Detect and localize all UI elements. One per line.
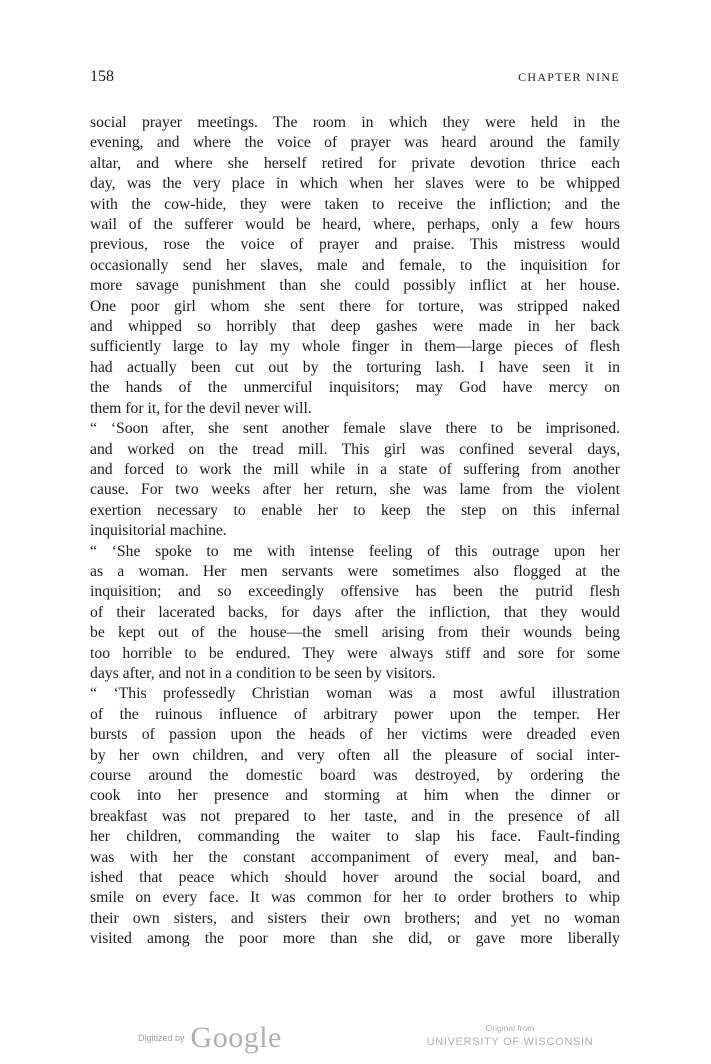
text-line: too horrible to be endured. They were always stiff and sore for some <box>90 644 620 662</box>
text-line: inquisition; and so exceedingly offensive has been the putrid flesh <box>90 583 620 601</box>
original-from-label: Original from <box>485 1023 535 1033</box>
text-line: of the ruinous influence of arbitrary power upon the temper. Her <box>90 705 620 723</box>
text-line: of their lacerated backs, for days after the infliction, that they would <box>90 603 620 621</box>
text-line: cause. For two weeks after her return, she was lame from the violent <box>90 481 620 499</box>
digitized-by-watermark <box>138 1020 298 1056</box>
text-line: had actually been cut out by the torturing lash. I have seen it in <box>90 358 620 376</box>
text-line: by her own children, and very often all the pleasure of social inter- <box>90 746 620 764</box>
text-line: occasionally send her slaves, male and female, to the inquisition for <box>90 256 620 274</box>
text-line: with the cow-hide, they were taken to receive the infliction; and the <box>90 195 620 213</box>
institution-name: UNIVERSITY OF WISCONSIN <box>426 1036 594 1048</box>
page-header <box>90 68 620 90</box>
text-line: “ ‘Soon after, she sent another female slave there to be imprisoned. <box>90 420 620 438</box>
text-line: sufficiently large to lay my whole finger in them—large pieces of flesh <box>90 338 620 356</box>
text-line: was with her the constant accompaniment of every meal, and ban- <box>90 848 620 866</box>
text-line: cook into her presence and storming at him when the dinner or <box>90 787 620 805</box>
text-line: more savage punishment than she could possibly inflict at her house. <box>90 277 620 295</box>
original-from-watermark <box>410 1022 610 1050</box>
text-line: inquisitorial machine. <box>90 522 227 540</box>
text-line: day, was the very place in which when her slaves were to be whipped <box>90 175 620 193</box>
text-line: breakfast was not prepared to her taste, and in the presence of all <box>90 807 620 825</box>
text-line: be kept out of the house—the smell arising from their wounds being <box>90 624 620 642</box>
text-line: “ ‘This professedly Christian woman was a most awful illustration <box>90 685 620 703</box>
text-line: her children, commanding the waiter to slap his face. Fault-finding <box>90 828 620 846</box>
text-line: wail of the sufferer would be heard, where, perhaps, only a few hours <box>90 216 620 234</box>
text-line: visited among the poor more than she did, or gave more liberally <box>90 930 620 948</box>
digitized-by-label: Digitized by <box>138 1033 185 1043</box>
text-line: and worked on the tread mill. This girl was confined several days, <box>90 440 620 458</box>
text-line: days after, and not in a condition to be seen by visitors. <box>90 664 436 682</box>
text-line: “ ‘She spoke to me with intense feeling of this outrage upon her <box>90 542 620 560</box>
text-line: exertion necessary to enable her to keep the step on this infernal <box>90 501 620 519</box>
text-line: the hands of the unmerciful inquisitors; may God have mercy on <box>90 379 620 397</box>
text-line: evening, and where the voice of prayer was heard around the family <box>90 134 620 152</box>
running-head: CHAPTER NINE <box>518 70 620 84</box>
body-text <box>90 113 620 950</box>
text-line: them for it, for the devil never will. <box>90 399 312 417</box>
text-line: One poor girl whom she sent there for torture, was stripped naked <box>90 297 620 315</box>
text-line: their own sisters, and sisters their own brothers; and yet no woman <box>90 909 620 927</box>
text-line: course around the domestic board was destroyed, by ordering the <box>90 767 620 784</box>
google-logo: Google <box>190 1021 282 1054</box>
text-line: and whipped so horribly that deep gashes were made in her back <box>90 318 620 336</box>
text-line: altar, and where she herself retired for private devotion thrice each <box>90 154 620 172</box>
text-line: as a woman. Her men servants were sometimes also flogged at the <box>90 562 620 580</box>
text-line: previous, rose the voice of prayer and praise. This mistress would <box>90 236 620 254</box>
text-line: smile on every face. It was common for her to order brothers to whip <box>90 889 620 907</box>
page-number: 158 <box>90 68 114 85</box>
text-line: social prayer meetings. The room in which they were held in the <box>90 114 620 131</box>
text-line: and forced to work the mill while in a state of suffering from another <box>90 460 620 478</box>
text-line: ished that peace which should hover around the social board, and <box>90 869 620 887</box>
text-line: bursts of passion upon the heads of her victims were dreaded even <box>90 726 620 744</box>
